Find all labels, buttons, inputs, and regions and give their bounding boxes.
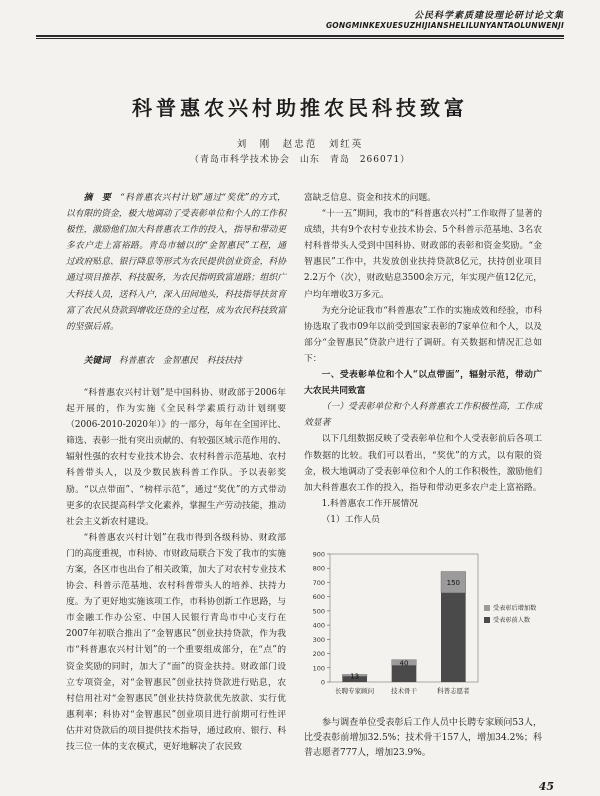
abstract-text: “科普惠农兴村计划”通过“奖优”的方式，以有限的资金，极大地调动了受表彰单位和个人的工作积极性，激励他们加大科普惠农工作的投入，指导和带动更多农户走上富裕路。青岛市辅以的“金智惠民”工程，通过政府贴息、银行降息等形式为农民提供创业资金，科协通过项目推荐、科技服务，为农民指明致富道路；组织广大科技人员，送科入户，深入田间地头，科技指导扶贫育富了农民从贷款到增收还贷的全过程，成为农民科技致富的坚强后盾。 xyxy=(66,193,286,332)
y-tick-label: 200 xyxy=(312,650,325,659)
header-rule xyxy=(36,35,564,37)
data-label: 40 xyxy=(399,659,409,668)
section-heading: 一、受表彰单位和个人“以点带面”，辐射示范，带动广大农民共同致富 xyxy=(304,370,542,397)
legend-swatch xyxy=(484,605,490,611)
y-tick-label: 500 xyxy=(312,607,325,616)
body-paragraph: “科普惠农兴村计划”在我市得到各级科协、财政部门的高度重视，市科协、市财政局联合下发了我市的实施方案，各区市也出台了相关政策，加大了对农村专业技术协会、科普示范基地、农村科普带头人的培养、扶持力度。为了更好地实施该项工作，市科协创新工作思路，与市金融工作办公室、中国人民银行青岛市中心支行在2007年初联合推出了“金智惠民”创业扶持贷款，作为我市“科普惠农兴村计划”的一个重要组成部分，在“点”的资金奖励的同时，加大了“面”的资金扶持。财政部门设立专项资金，对“金智惠民”创业扶持贷款进行贴息，农村信用社对“金智惠民”创业扶持贷款优先放款、实行优惠利率；科协对“金智惠民”创业项目进行前期可行性评估并对贷款后的项目提供技术指导，通过政府、银行、科技三位一体的支农模式，更好地解决了农民致 xyxy=(66,532,286,752)
body-paragraph: 为充分论证我市“科普惠农”工作的实施成效和经验，市科协选取了我市09年以前受到国家表彰的7家单位和个人，以及部分“金智惠民”贷款户进行了调研。有关数据和情况汇总如下： xyxy=(304,305,542,364)
y-tick-label: 0 xyxy=(320,678,325,687)
right-column xyxy=(304,190,542,528)
article-affiliation: （青岛市科学技术协会 山东 青岛 266071） xyxy=(189,155,411,165)
y-tick-label: 100 xyxy=(312,664,325,673)
x-tick-label: 技术骨干 xyxy=(391,687,417,695)
body-paragraph: “科普惠农兴村计划”是中国科协、财政部于2006年起开展的，作为实施《全民科学素质行动计划纲要（2006-2010-2020年）》的一部分，每年在全国评比、筛选、表彰一批有突出贡献的、有较强区域示范作用的、辐射性强的农村专业技术协会、农村科普示范基地、农村科普带头人，以及少数民族科普工作队。予以表彰奖励。“以点带面”、“榜样示范”，通过“奖优”的方式带动更多的农民提高科学文化素养，掌握生产劳动技能，推动社会主义新农村建设。 xyxy=(66,387,286,527)
body-paragraph: 富缺乏信息、资金和技术的问题。 xyxy=(304,193,436,203)
y-tick-label: 300 xyxy=(312,635,325,644)
legend-label: 受表彰前人数 xyxy=(493,617,531,624)
journal-title-en: GONGMINKEXUESUZHIJIANSHELILUNYANTAOLUNWENJI xyxy=(325,21,564,30)
legend-label: 受表彰后增加数 xyxy=(493,605,537,612)
y-tick-label: 800 xyxy=(312,564,325,573)
x-tick-label: 科普志愿者 xyxy=(437,687,470,695)
keywords-label: 关键词 xyxy=(83,355,110,366)
chart-caption: 参与调查单位受表彰后工作人员中长聘专家顾问53人，比受表彰前增加32.5%；技术骨干157人，增加34.2%；科普志愿者777人，增加23.9%。 xyxy=(304,718,542,758)
article-authors: 刘 刚 赵忠范 刘红英 xyxy=(236,139,364,150)
bar-before xyxy=(441,593,466,682)
page-number: 45 xyxy=(538,780,554,793)
staff-bar-chart xyxy=(298,546,548,708)
article-title: 科普惠农兴村助推农民科技致富 xyxy=(132,96,468,120)
abstract xyxy=(66,190,286,335)
list-item: （1）工作人员 xyxy=(321,514,380,525)
x-tick-label: 长聘专家顾问 xyxy=(335,687,375,695)
abstract-label: 摘 要 xyxy=(83,193,112,203)
y-tick-label: 600 xyxy=(312,593,325,602)
list-item: 1.科普惠农工作开展情况 xyxy=(321,498,418,509)
y-tick-label: 900 xyxy=(312,550,325,559)
y-tick-label: 700 xyxy=(312,578,325,587)
bar-before xyxy=(392,665,417,682)
keywords xyxy=(66,353,286,369)
subsection-heading: （一）受表彰单位和个人科普惠农工作积极性高，工作成效显著 xyxy=(304,402,542,429)
body-paragraph: “十一五”期间，我市的“科普惠农兴村”工作取得了显著的成绩，共有9个农村专业技术协会、5个科普示范基地、3名农村科普带头人受到中国科协、财政部的表彰和资金奖励。“金智惠民”工作中，共发放创业扶持贷款8亿元，扶持创业项目2.2万个（次），财政贴息3500余万元，年实现产值12亿元，户均年增收3万多元。 xyxy=(304,209,542,300)
header-rule-thin xyxy=(36,38,564,39)
left-column xyxy=(66,190,286,755)
y-tick-label: 400 xyxy=(312,621,325,630)
keywords-text: 科普惠农 金智惠民 科技扶持 xyxy=(118,355,242,366)
data-label: 13 xyxy=(350,672,360,681)
legend-swatch xyxy=(484,617,490,623)
body-paragraph: 以下几组数据反映了受表彰单位和个人受表彰前后各项工作数据的比较。我们可以看出，“奖优”的方式，以有限的资金，极大地调动了受表彰单位和个人的工作积极性，激励他们加大科普惠农工作的投入，指导和带动更多农户走上富裕路。 xyxy=(304,434,542,493)
data-label: 150 xyxy=(446,579,461,588)
journal-title-cn: 公民科学素质建设理论研讨论文集 xyxy=(413,11,564,21)
